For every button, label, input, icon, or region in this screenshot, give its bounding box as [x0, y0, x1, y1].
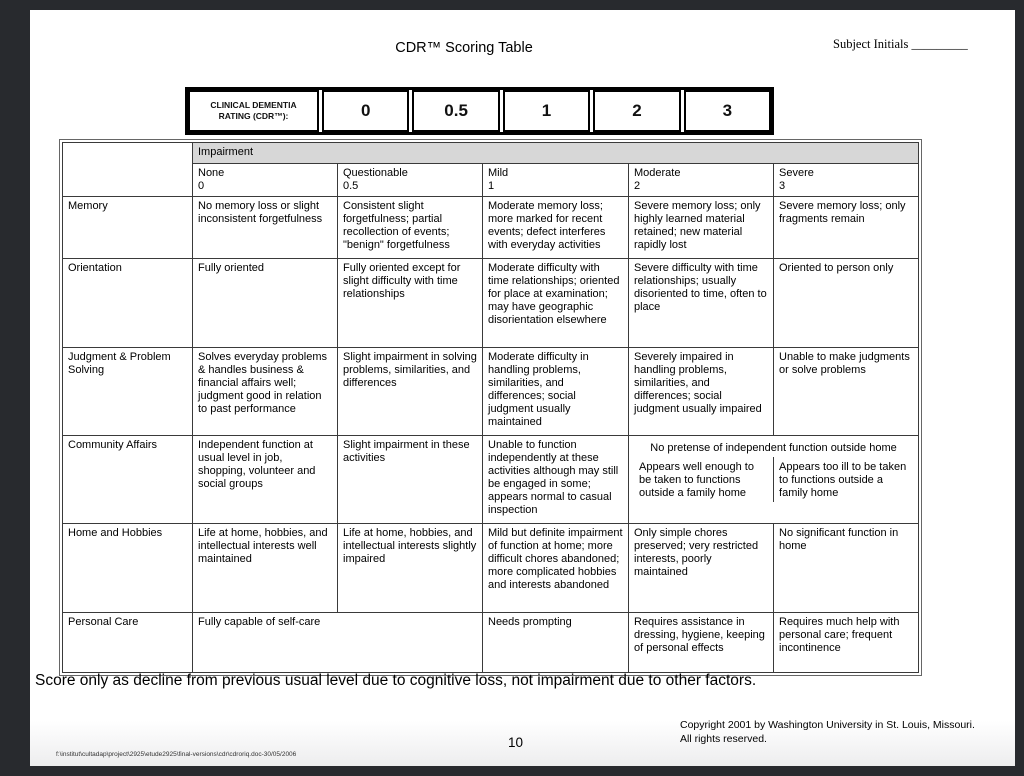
- subject-initials: [833, 37, 968, 52]
- cdr-rating-value-1: 1: [503, 90, 590, 132]
- table-row-personal-care: [63, 613, 919, 673]
- document-file-path: f:\institut\cultadap\project\2925\etude2925\final-versions\cdr\cdroriq.doc-30/05/2006: [56, 751, 297, 758]
- document-page: [30, 10, 1015, 766]
- column-header-severe: Severe 3: [774, 164, 919, 197]
- cell-orientation-none: Fully oriented: [193, 259, 338, 348]
- column-header-mild: Mild 1: [483, 164, 629, 197]
- cell-orientation-moderate: Severe difficulty with time relationships; usually disoriented to time, often to place: [629, 259, 774, 348]
- community-merged-header: No pretense of independent function outside home: [650, 442, 897, 454]
- page-title: CDR™ Scoring Table: [395, 40, 533, 56]
- subject-initials-blank-line: _________: [911, 37, 968, 51]
- cell-personal-moderate: Requires assistance in dressing, hygiene, keeping of personal effects: [629, 613, 774, 673]
- cell-community-none: Independent function at usual level in job, shopping, volunteer and social groups: [193, 436, 338, 524]
- cdr-rating-value-0: 0: [322, 90, 409, 132]
- cell-community-questionable: Slight impairment in these activities: [338, 436, 483, 524]
- cell-community-moderate: Appears well enough to be taken to functions outside a family home: [634, 457, 774, 502]
- cell-personal-none-questionable: Fully capable of self-care: [193, 613, 483, 673]
- cell-home-moderate: Only simple chores preserved; very restricted interests, poorly maintained: [629, 524, 774, 613]
- cell-orientation-mild: Moderate difficulty with time relationships; oriented for place at examination; may have geographic disorientation elsewhere: [483, 259, 629, 348]
- page-number: 10: [508, 735, 524, 750]
- copyright-line2: All rights reserved.: [680, 733, 767, 746]
- cdr-rating-value-2: 2: [593, 90, 680, 132]
- cell-judgment-moderate: Severely impaired in handling problems, similarities, and differences; social judgment usually impaired: [629, 348, 774, 436]
- copyright-line1: Copyright 2001 by Washington University in St. Louis, Missouri.: [680, 719, 975, 731]
- cell-home-mild: Mild but definite impairment of function at home; more difficult chores abandoned; more complicated hobbies and interests abandoned: [483, 524, 629, 613]
- subject-initials-label: Subject Initials: [833, 37, 909, 51]
- cell-judgment-none: Solves everyday problems & handles business & financial affairs well; judgment good in relation to past performance: [193, 348, 338, 436]
- row-category-orientation: Orientation: [63, 259, 193, 348]
- cell-personal-mild: Needs prompting: [483, 613, 629, 673]
- cell-personal-severe: Requires much help with personal care; frequent incontinence: [774, 613, 919, 673]
- cell-memory-mild: Moderate memory loss; more marked for recent events; defect interferes with everyday activities: [483, 197, 629, 259]
- cell-orientation-severe: Oriented to person only: [774, 259, 919, 348]
- cell-judgment-questionable: Slight impairment in solving problems, similarities, and differences: [338, 348, 483, 436]
- copyright-notice: [680, 718, 975, 746]
- cell-community-moderate-severe: [629, 436, 919, 524]
- cell-home-none: Life at home, hobbies, and intellectual interests well maintained: [193, 524, 338, 613]
- cell-memory-questionable: Consistent slight forgetfulness; partial recollection of events; "benign" forgetfulness: [338, 197, 483, 259]
- row-category-judgment: Judgment & Problem Solving: [63, 348, 193, 436]
- scoring-table: [59, 139, 922, 676]
- cdr-rating-value-3: 3: [684, 90, 771, 132]
- cell-memory-severe: Severe memory loss; only fragments remain: [774, 197, 919, 259]
- cell-memory-moderate: Severe memory loss; only highly learned material retained; new material rapidly lost: [629, 197, 774, 259]
- cell-judgment-severe: Unable to make judgments or solve problems: [774, 348, 919, 436]
- table-row-community-affairs: [63, 436, 919, 524]
- table-row-judgment: [63, 348, 919, 436]
- cdr-rating-label: CLINICAL DEMENTIA RATING (CDR™):: [188, 90, 319, 132]
- cdr-rating-strip: [185, 87, 774, 135]
- row-category-home-hobbies: Home and Hobbies: [63, 524, 193, 613]
- cell-home-severe: No significant function in home: [774, 524, 919, 613]
- table-row-home-hobbies: [63, 524, 919, 613]
- cell-community-severe: Appears too ill to be taken to functions outside a family home: [779, 460, 907, 499]
- cell-community-mild: Unable to function independently at these activities although may still be engaged in some; appears normal to casual inspection: [483, 436, 629, 524]
- table-corner-cell: [63, 143, 193, 197]
- cell-orientation-questionable: Fully oriented except for slight difficulty with time relationships: [338, 259, 483, 348]
- table-row-orientation: [63, 259, 919, 348]
- column-header-questionable: Questionable 0.5: [338, 164, 483, 197]
- column-header-none: None 0: [193, 164, 338, 197]
- cell-home-questionable: Life at home, hobbies, and intellectual interests slightly impaired: [338, 524, 483, 613]
- impairment-header: Impairment: [193, 143, 919, 164]
- score-note: Score only as decline from previous usual level due to cognitive loss, not impairment due to other factors.: [35, 672, 757, 689]
- row-category-memory: Memory: [63, 197, 193, 259]
- cell-judgment-mild: Moderate difficulty in handling problems, similarities, and differences; social judgment usually maintained: [483, 348, 629, 436]
- column-header-moderate: Moderate 2: [629, 164, 774, 197]
- cdr-rating-value-0.5: 0.5: [412, 90, 499, 132]
- row-category-community-affairs: Community Affairs: [63, 436, 193, 524]
- cell-memory-none: No memory loss or slight inconsistent forgetfulness: [193, 197, 338, 259]
- row-category-personal-care: Personal Care: [63, 613, 193, 673]
- table-row-memory: [63, 197, 919, 259]
